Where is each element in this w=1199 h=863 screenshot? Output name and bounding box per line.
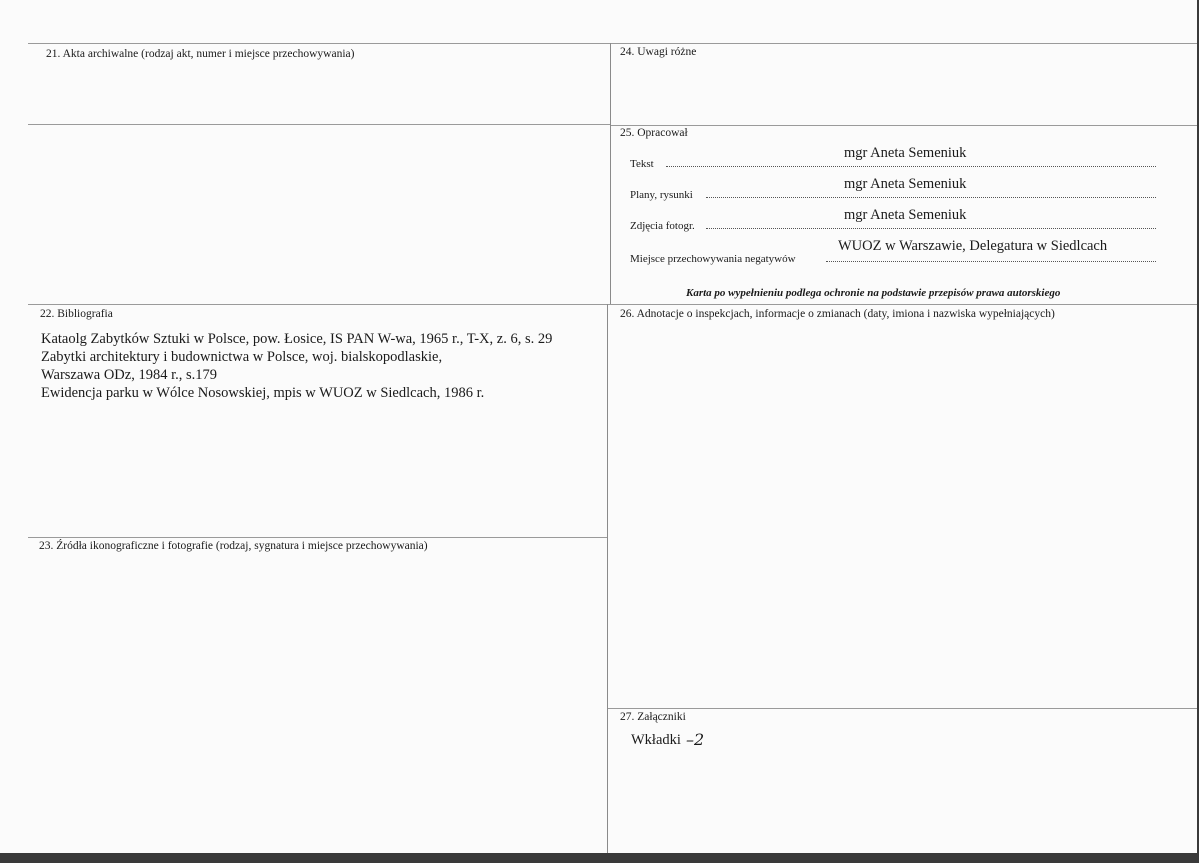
rule-24-bottom — [611, 125, 1197, 126]
field-plany-value: mgr Aneta Semeniuk — [844, 176, 967, 192]
field-plany-name: Plany, rysunki — [630, 189, 693, 201]
bibliography-line-3: Warszawa ODz, 1984 r., s.179 — [41, 367, 218, 383]
top-rule — [28, 43, 1197, 44]
field-zdjecia-name: Zdjęcia fotogr. — [630, 220, 695, 232]
handwritten-count: –2 — [686, 730, 705, 749]
rule-27-top — [608, 708, 1197, 709]
section-26-label: 26. Adnotacje o inspekcjach, informacje o zmianach (daty, imiona i nazwiska wypełniających) — [620, 308, 1055, 320]
bibliography-line-1: Kataolg Zabytków Sztuki w Polsce, pow. Łosice, IS PAN W-wa, 1965 r., T-X, z. 6, s. 29 — [41, 331, 553, 347]
rule-21-bottom — [28, 124, 611, 125]
attachments-value: Wkładki — [631, 732, 681, 748]
section-24-label: 24. Uwagi różne — [620, 46, 697, 58]
center-divider-upper — [610, 43, 611, 304]
dotted-leader — [706, 197, 1156, 198]
field-tekst-name: Tekst — [630, 158, 654, 170]
section-21-label: 21. Akta archiwalne (rodzaj akt, numer i miejsce przechowywania) — [46, 48, 355, 60]
copyright-notice: Karta po wypełnieniu podlega ochronie na podstawie przepisów prawa autorskiego — [686, 287, 1061, 299]
section-22-label: 22. Bibliografia — [40, 308, 113, 320]
field-negatywy-name: Miejsce przechowywania negatywów — [630, 253, 796, 265]
section-27-label: 27. Załączniki — [620, 711, 686, 723]
bibliography-line-2: Zabytki architektury i budownictwa w Polsce, woj. bialskopodlaskie, — [41, 349, 443, 365]
field-negatywy-value: WUOZ w Warszawie, Delegatura w Siedlcach — [838, 238, 1108, 254]
center-divider-lower — [607, 304, 608, 853]
bibliography-line-4: Ewidencja parku w Wólce Nosowskiej, mpis w WUOZ w Siedlcach, 1986 r. — [41, 385, 485, 401]
field-tekst-value: mgr Aneta Semeniuk — [844, 145, 967, 161]
rule-22-top — [28, 304, 1197, 305]
section-25-label: 25. Opracował — [620, 127, 688, 139]
dotted-leader — [666, 166, 1156, 167]
field-zdjecia-value: mgr Aneta Semeniuk — [844, 207, 967, 223]
dotted-leader — [706, 228, 1156, 229]
dotted-leader — [826, 261, 1156, 262]
rule-23-top — [28, 537, 608, 538]
section-23-label: 23. Źródła ikonograficzne i fotografie (rodzaj, sygnatura i miejsce przechowywania) — [39, 540, 428, 552]
